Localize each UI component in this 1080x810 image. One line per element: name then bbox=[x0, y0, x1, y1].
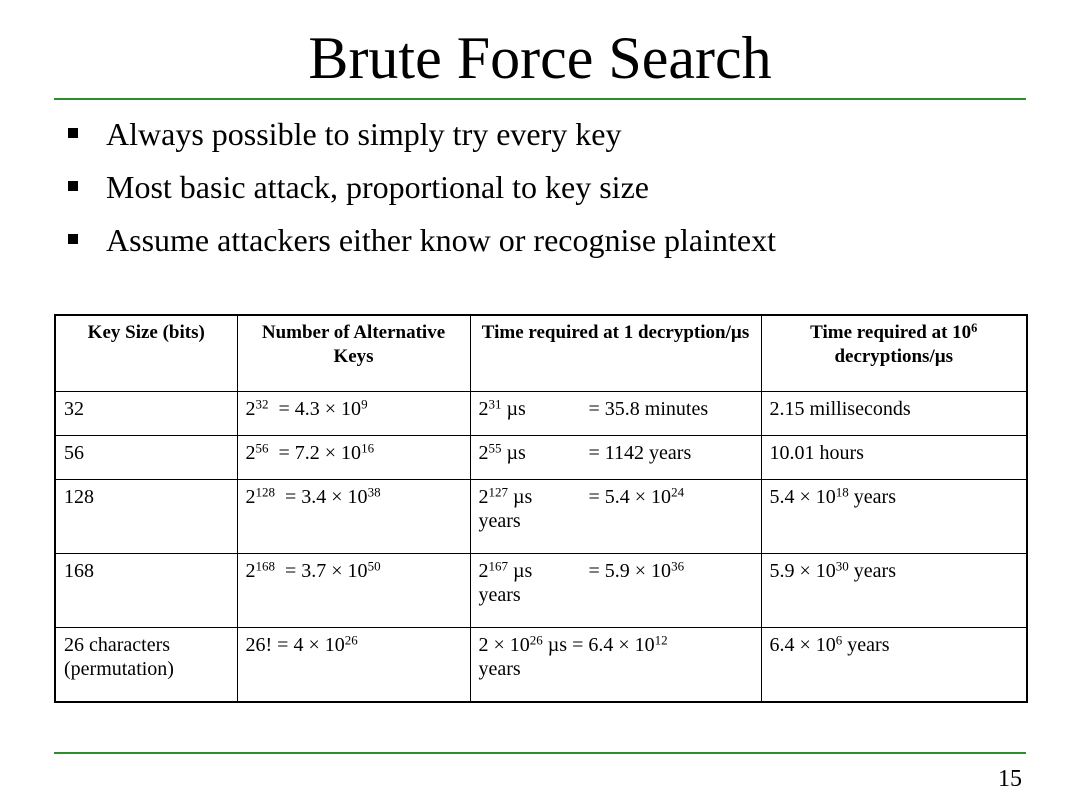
key-size-cell: 56 bbox=[55, 436, 237, 480]
bullet-item bbox=[64, 116, 776, 152]
header-key-size: Key Size (bits) bbox=[55, 315, 237, 392]
time-2-cell: 10.01 hours bbox=[761, 436, 1027, 480]
alternative-keys-cell: $2^{128} = 3.4 \times 10^{38}$ bbox=[237, 480, 470, 554]
key-size-cell: 32 bbox=[55, 392, 237, 436]
header-alternative-keys: Number of Alternative Keys bbox=[237, 315, 470, 392]
header-time-million-decryptions: Time required at $10^6$ decryptions/µs bbox=[761, 315, 1027, 392]
time-2-cell: $6.4 \times 10^6$ years bbox=[761, 628, 1027, 703]
time-1-cell: $2^{167}$ $\mu s = 5.9 \times 10^{36}$ years bbox=[470, 554, 761, 628]
time-2-cell: $5.4 \times 10^{18}$ years bbox=[761, 480, 1027, 554]
square-bullet-icon bbox=[68, 181, 78, 191]
time-1-cell: $2^{127}$ $\mu s = 5.4 \times 10^{24}$ years bbox=[470, 480, 761, 554]
slide-title: Brute Force Search bbox=[308, 25, 772, 91]
table-row bbox=[55, 628, 1027, 703]
table-row bbox=[55, 480, 1027, 554]
alternative-keys-cell: $2^{56} = 7.2 \times 10^{16}$ bbox=[237, 436, 470, 480]
page-number: 15 bbox=[998, 766, 1022, 792]
square-bullet-icon bbox=[68, 234, 78, 244]
time-1-cell: $2^{55}$ µs = 1142 years bbox=[470, 436, 761, 480]
time-1-cell: $2 \times 10^{26}$ $\mu s = 6.4 \times 10^{12}$ years bbox=[470, 628, 761, 703]
key-size-cell: 26 characters (permutation) bbox=[55, 628, 237, 703]
time-1-cell: $2^{31}$ µs = 35.8 minutes bbox=[470, 392, 761, 436]
square-bullet-icon bbox=[68, 128, 78, 138]
title-divider bbox=[54, 98, 1026, 100]
alternative-keys-cell: $2^{168} = 3.7 \times 10^{50}$ bbox=[237, 554, 470, 628]
key-size-cell: 128 bbox=[55, 480, 237, 554]
alternative-keys-cell: 26! = $4 \times 10^{26}$ bbox=[237, 628, 470, 703]
bullet-text: Assume attackers either know or recognise plaintext bbox=[106, 222, 776, 258]
bullet-item bbox=[64, 169, 776, 205]
key-size-cell: 168 bbox=[55, 554, 237, 628]
time-2-cell: $5.9 \times 10^{30}$ years bbox=[761, 554, 1027, 628]
bullet-text: Most basic attack, proportional to key size bbox=[106, 169, 649, 205]
bullet-text: Always possible to simply try every key bbox=[106, 116, 622, 152]
footer-divider bbox=[54, 752, 1026, 754]
bullet-list bbox=[64, 116, 776, 275]
table-row bbox=[55, 554, 1027, 628]
table-header-row bbox=[55, 315, 1027, 392]
table-row bbox=[55, 436, 1027, 480]
alternative-keys-cell: $2^{32} = 4.3 \times 10^9$ bbox=[237, 392, 470, 436]
header-time-1-decryption: Time required at 1 decryption/µs bbox=[470, 315, 761, 392]
bullet-item bbox=[64, 222, 776, 258]
brute-force-table bbox=[54, 314, 1028, 703]
time-2-cell: 2.15 milliseconds bbox=[761, 392, 1027, 436]
table-row bbox=[55, 392, 1027, 436]
